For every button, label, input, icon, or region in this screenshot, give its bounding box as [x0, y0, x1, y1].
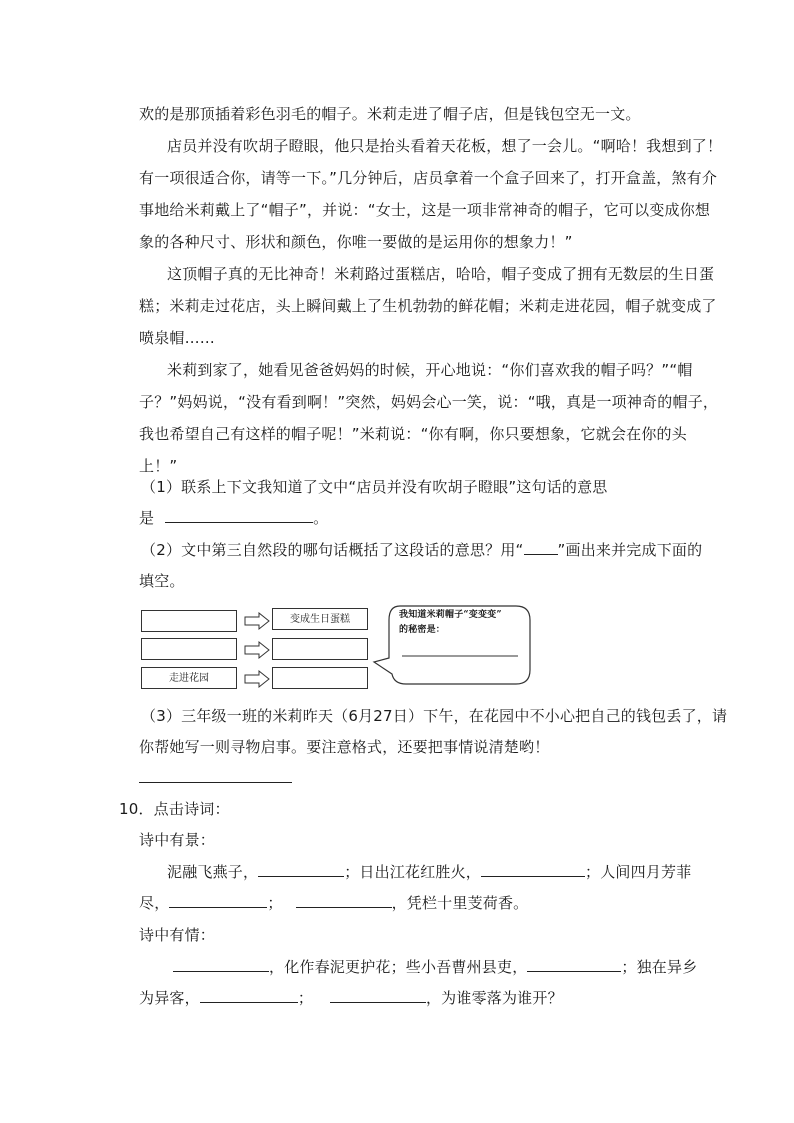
fill-box-right-3[interactable] — [272, 667, 368, 689]
passage-line: 糕；米莉走过花店，头上瞬间戴上了生机勃勃的鲜花帽；米莉走进花园，帽子就变成了 — [139, 297, 717, 315]
question-2-line2: 填空。 — [139, 572, 185, 590]
fill-box-right-2[interactable] — [272, 638, 368, 660]
answer-blank[interactable] — [481, 862, 585, 877]
fill-box-left-3: 走进花园 — [141, 667, 237, 689]
question-3-line2: 你帮她写一则寻物启事。要注意格式，还要把事情说清楚哟！ — [139, 738, 550, 756]
question-1: （1）联系上下文我知道了文中“店员并没有吹胡子瞪眼”这句话的意思 — [141, 478, 608, 496]
passage-line: 我也希望自己有这样的帽子呢！”米莉说：“你有啊，你只要想象，它就会在你的头 — [139, 425, 687, 443]
answer-blank[interactable] — [258, 862, 344, 877]
answer-blank[interactable] — [173, 957, 269, 972]
passage-line: 子？”妈妈说，“没有看到啊！”突然，妈妈会心一笑，说：“哦，真是一项神奇的帽子， — [139, 393, 719, 411]
arrow-right-icon — [245, 642, 269, 658]
poem-text: ； — [267, 894, 283, 912]
poem-text: 为异客， — [139, 989, 200, 1007]
poem-line — [139, 893, 528, 913]
fill-box-left-2[interactable] — [141, 638, 237, 660]
question-2-text-a: （2）文中第三自然段的哪句话概括了这段话的意思？用“ — [141, 541, 524, 559]
arrow-icons — [244, 612, 270, 692]
answer-blank[interactable] — [139, 782, 292, 783]
passage-line: 象的各种尺寸、形状和颜色，你唯一要做的是运用你的想象力！” — [139, 233, 573, 251]
poem-text: ，化作春泥更护花；些小吾曹州县吏， — [269, 958, 528, 976]
passage-line: 上！” — [139, 457, 178, 475]
poem-text: 泥融飞燕子， — [167, 863, 259, 881]
question-1-suffix: 。 — [313, 509, 329, 527]
bubble-text-2: 的秘密是： — [399, 625, 446, 635]
subheading-emotion: 诗中有情： — [139, 926, 216, 944]
bubble-text-1: 我知道米莉帽子“变变变” — [399, 610, 502, 620]
poem-text: ；独在异乡 — [621, 958, 698, 976]
passage-line: 事地给米莉戴上了“帽子”，并说：“女士，这是一项非常神奇的帽子，它可以变成你想 — [139, 201, 711, 219]
poem-line — [167, 862, 691, 882]
question-2-text-b: ”画出来并完成下面的 — [557, 541, 703, 559]
poem-text: 尽， — [139, 894, 170, 912]
section-heading: 10．点击诗词： — [119, 800, 230, 818]
answer-blank[interactable] — [296, 893, 392, 908]
poem-text: ； — [297, 989, 314, 1007]
passage-line: 有一项很适合你，请等一下。”几分钟后，店员拿着一个盒子回来了，打开盒盖，煞有介 — [139, 169, 718, 187]
question-1-answer-line — [139, 508, 328, 528]
passage-line: 米莉到家了，她看见爸爸妈妈的时候，开心地说：“你们喜欢我的帽子吗？”“帽 — [167, 361, 693, 379]
question-1-prefix: 是 — [139, 509, 155, 527]
fill-box-right-1: 变成生日蛋糕 — [272, 608, 368, 630]
answer-blank[interactable] — [169, 893, 267, 908]
passage-line: 欢的是那顶插着彩色羽毛的帽子。米莉走进了帽子店，但是钱包空无一文。 — [139, 105, 641, 123]
poem-line — [173, 957, 697, 977]
passage-line: 这顶帽子真的无比神奇！米莉路过蛋糕店，哈哈，帽子变成了拥有无数层的生日蛋 — [167, 265, 715, 283]
arrow-right-icon — [245, 671, 269, 687]
answer-blank[interactable] — [200, 988, 298, 1003]
passage-line: 店员并没有吹胡子瞪眼，他只是抬头看着天花板，想了一会儿。“啊哈！我想到了！ — [167, 137, 723, 155]
fill-box-left-1[interactable] — [141, 610, 237, 632]
poem-text: ；日出江花红胜火， — [344, 863, 482, 881]
question-3: （3）三年级一班的米莉昨天（6月27日）下午，在花园中不小心把自己的钱包丢了，请 — [141, 707, 728, 725]
poem-text: ，凭栏十里芰荷香。 — [391, 894, 529, 912]
underline-sample — [524, 540, 558, 555]
poem-text: ，为谁零落为谁开？ — [425, 989, 563, 1007]
passage-line: 喷泉帽…… — [139, 329, 216, 347]
answer-blank[interactable] — [527, 957, 621, 972]
question-2 — [141, 540, 702, 560]
poem-line — [139, 988, 563, 1008]
answer-blank[interactable] — [165, 508, 313, 523]
poem-text: ；人间四月芳菲 — [585, 863, 692, 881]
arrow-right-icon — [245, 613, 269, 629]
subheading-scenery: 诗中有景： — [139, 831, 216, 849]
answer-blank[interactable] — [330, 988, 426, 1003]
